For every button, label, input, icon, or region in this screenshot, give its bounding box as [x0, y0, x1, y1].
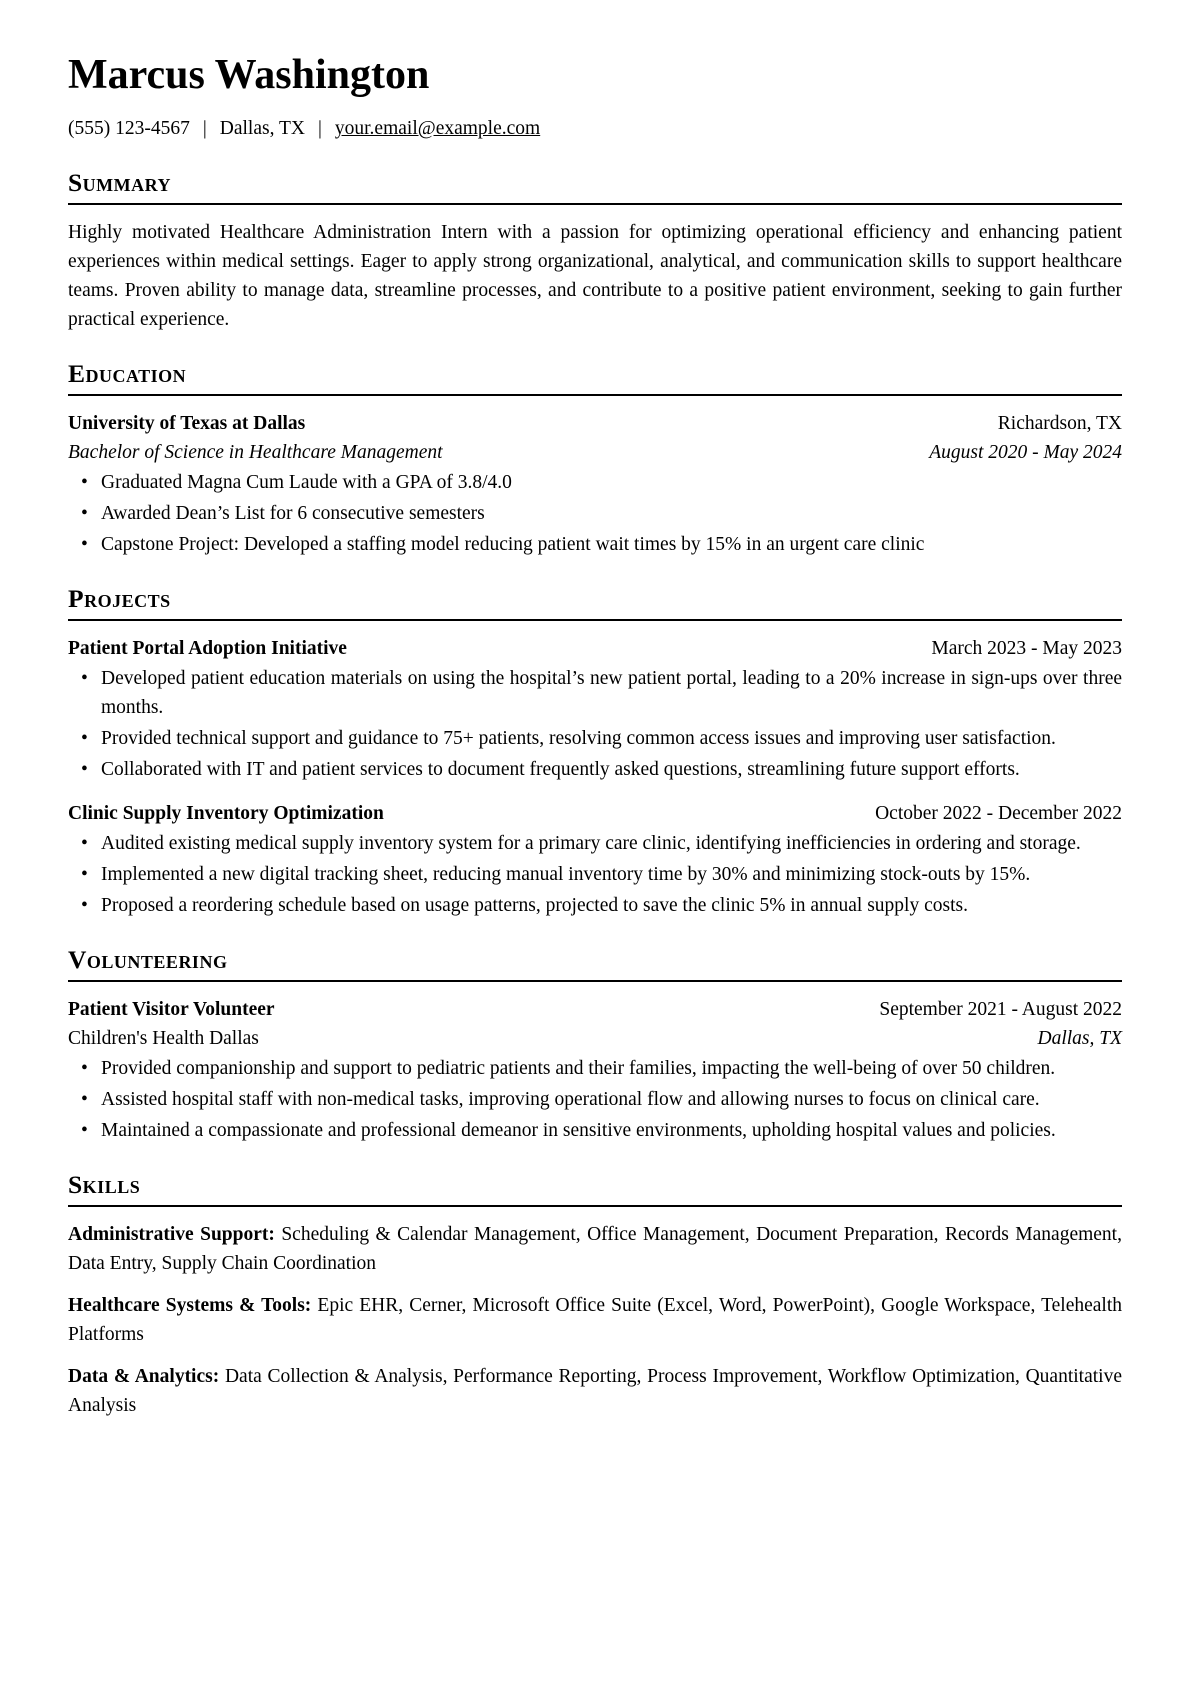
bullet-item: • Graduated Magna Cum Laude with a GPA of 3.8/4.0 — [68, 468, 1122, 497]
bullet-item: • Implemented a new digital tracking sheet, reducing manual inventory time by 30% and minimizing stock-outs by 15%. — [68, 860, 1122, 889]
bullet-item: • Capstone Project: Developed a staffing model reducing patient wait times by 15% in an urgent care clinic — [68, 530, 1122, 559]
section-projects — [68, 584, 1122, 920]
candidate-name: Marcus Washington — [68, 52, 430, 98]
email-link[interactable]: your.email@example.com — [334, 118, 541, 139]
volunteering-bullets — [68, 1054, 1122, 1145]
bullet-item: • Awarded Dean’s List for 6 consecutive semesters — [68, 499, 1122, 528]
project-name: Patient Portal Adoption Initiative — [68, 638, 347, 659]
resume-header — [68, 52, 1122, 143]
project-entry — [68, 799, 1122, 920]
volunteering-entry — [68, 995, 1122, 1145]
organization-location: Dallas, TX — [1037, 1028, 1122, 1049]
skill-group — [68, 1362, 1122, 1420]
project-dates: October 2022 - December 2022 — [875, 803, 1122, 824]
section-education — [68, 359, 1122, 559]
contact-separator: | — [202, 118, 207, 139]
location-text: Dallas, TX — [219, 118, 305, 139]
section-title-skills: Skills — [68, 1170, 1122, 1207]
skill-group — [68, 1291, 1122, 1349]
project-entry — [68, 634, 1122, 784]
skill-category: Data & Analytics: — [68, 1366, 220, 1387]
skill-group — [68, 1220, 1122, 1278]
contact-line — [68, 114, 1122, 143]
education-degree-row — [68, 438, 1122, 467]
project-bullets — [68, 829, 1122, 920]
bullet-item: • Assisted hospital staff with non-medical tasks, improving operational flow and allowing nurses to focus on clinical care. — [68, 1085, 1122, 1114]
volunteering-header-row — [68, 995, 1122, 1024]
section-title-summary: Summary — [68, 168, 1122, 205]
project-header-row — [68, 799, 1122, 828]
institution-location: Richardson, TX — [997, 413, 1122, 434]
section-summary — [68, 168, 1122, 334]
project-dates: March 2023 - May 2023 — [931, 638, 1122, 659]
summary-text: Highly motivated Healthcare Administration Intern with a passion for optimizing operational efficiency and enhancing patient experiences within medical settings. Eager to apply strong organizational, analytical, and communication skills to support healthcare teams. Proven ability to manage data, streamline processes, and contribute to a positive patient environment, seeking to gain further practical experience. — [68, 222, 1122, 330]
contact-separator: | — [317, 118, 322, 139]
project-bullets — [68, 664, 1122, 784]
education-dates: August 2020 - May 2024 — [929, 442, 1122, 463]
bullet-item: • Collaborated with IT and patient services to document frequently asked questions, streamlining future support efforts. — [68, 755, 1122, 784]
project-header-row — [68, 634, 1122, 663]
degree-name: Bachelor of Science in Healthcare Management — [68, 442, 443, 463]
section-skills — [68, 1170, 1122, 1420]
skill-items: Epic EHR, Cerner, Microsoft Office Suite (Excel, Word, PowerPoint), Google Workspace, Telehealth Platforms — [68, 1295, 1122, 1345]
section-title-education: Education — [68, 359, 1122, 396]
skill-category: Healthcare Systems & Tools: — [68, 1295, 312, 1316]
bullet-item: • Audited existing medical supply inventory system for a primary care clinic, identifying inefficiencies in ordering and storage. — [68, 829, 1122, 858]
section-title-volunteering: Volunteering — [68, 945, 1122, 982]
volunteer-role: Patient Visitor Volunteer — [68, 999, 275, 1020]
education-header-row — [68, 409, 1122, 438]
bullet-item: • Provided companionship and support to pediatric patients and their families, impacting the well-being of over 50 children. — [68, 1054, 1122, 1083]
skill-items: Data Collection & Analysis, Performance Reporting, Process Improvement, Workflow Optimization, Quantitative Analysis — [68, 1366, 1122, 1416]
phone-number: (555) 123-4567 — [68, 118, 190, 139]
bullet-item: • Provided technical support and guidance to 75+ patients, resolving common access issues and improving user satisfaction. — [68, 724, 1122, 753]
skill-items: Scheduling & Calendar Management, Office Management, Document Preparation, Records Management, Data Entry, Supply Chain Coordination — [68, 1224, 1122, 1274]
bullet-item: • Maintained a compassionate and professional demeanor in sensitive environments, upholding hospital values and policies. — [68, 1116, 1122, 1145]
bullet-item: • Developed patient education materials on using the hospital’s new patient portal, leading to a 20% increase in sign-ups over three months. — [68, 664, 1122, 722]
education-entry — [68, 409, 1122, 559]
volunteering-dates: September 2021 - August 2022 — [879, 999, 1122, 1020]
institution-name: University of Texas at Dallas — [68, 413, 306, 434]
section-volunteering — [68, 945, 1122, 1145]
section-title-projects: Projects — [68, 584, 1122, 621]
education-bullets — [68, 468, 1122, 559]
skill-category: Administrative Support: — [68, 1224, 275, 1245]
organization-name: Children's Health Dallas — [68, 1028, 259, 1049]
volunteering-org-row — [68, 1024, 1122, 1053]
bullet-item: • Proposed a reordering schedule based on usage patterns, projected to save the clinic 5% in annual supply costs. — [68, 891, 1122, 920]
project-name: Clinic Supply Inventory Optimization — [68, 803, 384, 824]
